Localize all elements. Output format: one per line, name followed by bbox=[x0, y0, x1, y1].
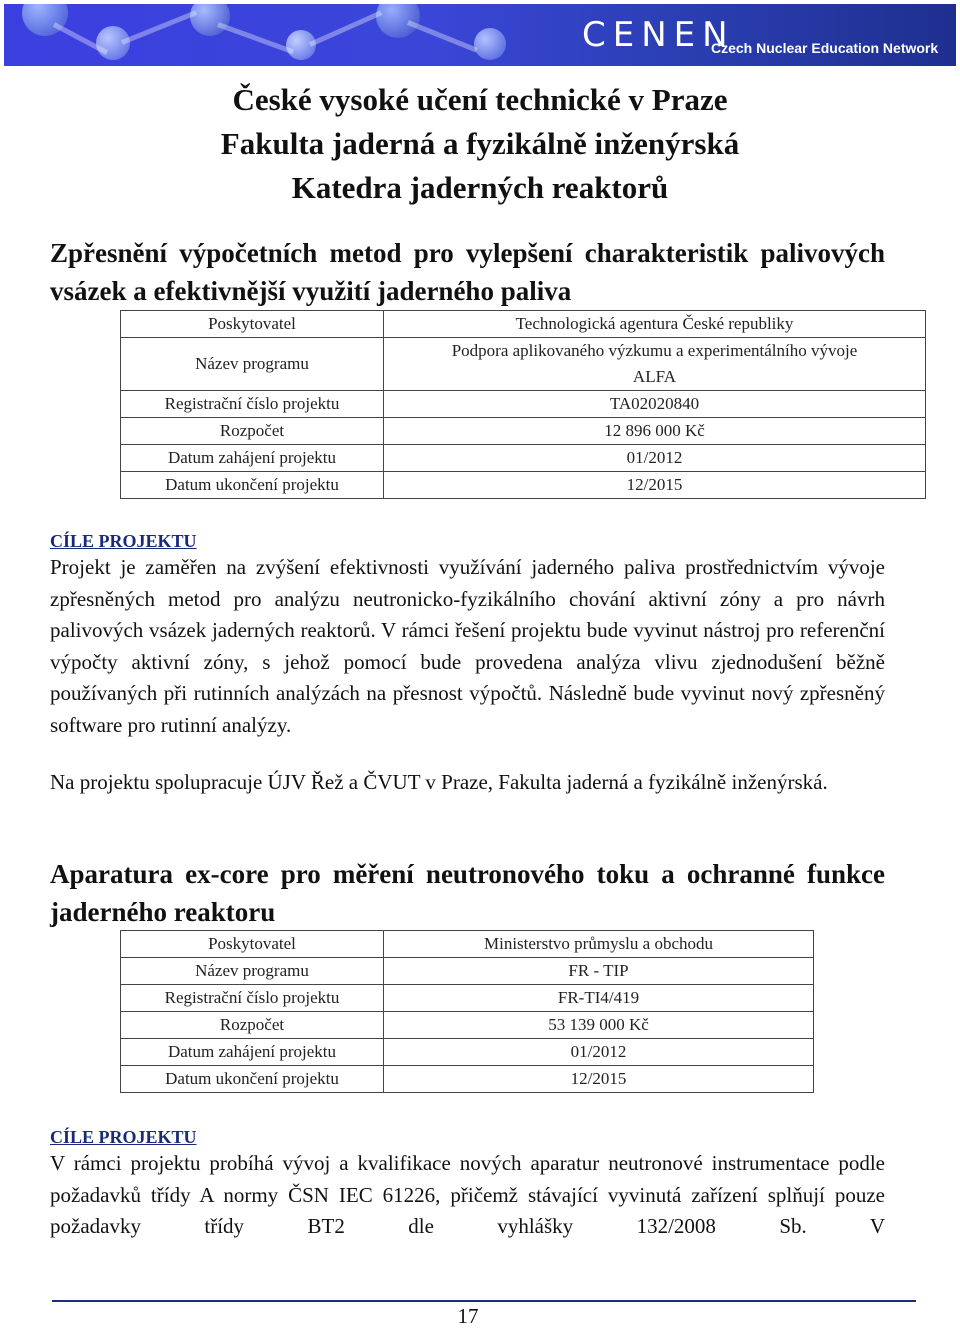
row-label: Datum ukončení projektu bbox=[121, 472, 384, 499]
molecule-bond bbox=[309, 10, 382, 46]
table-row bbox=[121, 311, 926, 338]
project2-goals-heading: CÍLE PROJEKTU bbox=[50, 1127, 197, 1147]
table-row bbox=[121, 1039, 814, 1066]
faculty-name: Fakulta jaderná a fyzikálně inženýrská bbox=[220, 126, 740, 161]
table-row bbox=[121, 338, 926, 391]
project2-goals-text: V rámci projektu probíhá vývoj a kvalifikace nových aparatur neutronové instrumentace podle požadavků třídy A normy ČSN IEC 61226, přičemž stávající vyvinutá zařízení splňují pouze požadavky třídy BT2 dle vyhlášky 132/2008 Sb. V bbox=[50, 1151, 885, 1238]
molecule-bond bbox=[217, 22, 294, 54]
row-label: Rozpočet bbox=[121, 1012, 384, 1039]
table-row bbox=[121, 985, 814, 1012]
table-row bbox=[121, 931, 814, 958]
department-name: Katedra jaderných reaktorů bbox=[291, 170, 669, 205]
row-label: Datum zahájení projektu bbox=[121, 445, 384, 472]
row-value: 12/2015 bbox=[384, 472, 926, 499]
row-value: 01/2012 bbox=[384, 445, 926, 472]
table-row bbox=[121, 445, 926, 472]
row-value: 12/2015 bbox=[384, 1066, 814, 1093]
row-value: 53 139 000 Kč bbox=[384, 1012, 814, 1039]
molecule-bond bbox=[121, 10, 197, 45]
molecule-bond bbox=[407, 20, 477, 52]
project1-goals-heading: CÍLE PROJEKTU bbox=[50, 531, 197, 551]
molecule-icon bbox=[474, 28, 506, 60]
row-label: Poskytovatel bbox=[121, 931, 384, 958]
row-label: Rozpočet bbox=[121, 418, 384, 445]
molecule-icon bbox=[190, 4, 230, 36]
row-value: Technologická agentura České republiky bbox=[384, 311, 926, 338]
row-label: Název programu bbox=[121, 338, 384, 391]
row-label: Název programu bbox=[121, 958, 384, 985]
row-value: Ministerstvo průmyslu a obchodu bbox=[384, 931, 814, 958]
row-value: 12 896 000 Kč bbox=[384, 418, 926, 445]
row-label: Registrační číslo projektu bbox=[121, 391, 384, 418]
row-value: TA02020840 bbox=[384, 391, 926, 418]
row-value: Podpora aplikovaného výzkumu a experimentálního vývoje ALFA bbox=[384, 338, 926, 391]
table-row bbox=[121, 1066, 814, 1093]
table-row bbox=[121, 472, 926, 499]
table-row bbox=[121, 418, 926, 445]
institution-header bbox=[0, 78, 960, 210]
university-name: České vysoké učení technické v Praze bbox=[232, 82, 728, 117]
page-number: 17 bbox=[457, 1304, 479, 1328]
network-tagline: Czech Nuclear Education Network bbox=[711, 40, 939, 56]
table-row bbox=[121, 958, 814, 985]
row-label: Registrační číslo projektu bbox=[121, 985, 384, 1012]
row-value: 01/2012 bbox=[384, 1039, 814, 1066]
header-banner bbox=[4, 4, 956, 66]
row-value: FR-TI4/419 bbox=[384, 985, 814, 1012]
project2-title: Aparatura ex-core pro měření neutronového toku a ochranné funkce jaderného reaktoru bbox=[50, 859, 885, 927]
project1-cooperation-text: Na projektu spolupracuje ÚJV Řež a ČVUT v Praze, Fakulta jaderná a fyzikálně inženýrská. bbox=[50, 770, 828, 794]
row-value: FR - TIP bbox=[384, 958, 814, 985]
row-label: Datum ukončení projektu bbox=[121, 1066, 384, 1093]
table-row bbox=[121, 391, 926, 418]
project1-title: Zpřesnění výpočetních metod pro vylepšení charakteristik palivových vsázek a efektivnější využití jaderného paliva bbox=[50, 238, 885, 306]
cenen-logo: CENEN bbox=[582, 15, 735, 55]
row-label: Poskytovatel bbox=[121, 311, 384, 338]
table-row bbox=[121, 1012, 814, 1039]
row-label: Datum zahájení projektu bbox=[121, 1039, 384, 1066]
project2-info-table bbox=[120, 930, 814, 1093]
project1-goals-text: Projekt je zaměřen na zvýšení efektivnosti využívání jaderného paliva prostřednictvím vývoje zpřesněných metod pro analýzu neutronicko-fyzikálního chování aktivní zóny a pro návrh palivových vsázek jaderných reaktorů. V rámci řešení projektu bude vyvinut nástroj pro referenční výpočty aktivní zóny, s jehož pomocí bude provedena analýza vlivu zjednodušení běžně používaných při rutinních analýzách na přesnost výpočtů. Následně bude vyvinut nový zpřesněný software pro rutinní analýzy. bbox=[50, 555, 885, 737]
project1-info-table bbox=[120, 310, 926, 499]
